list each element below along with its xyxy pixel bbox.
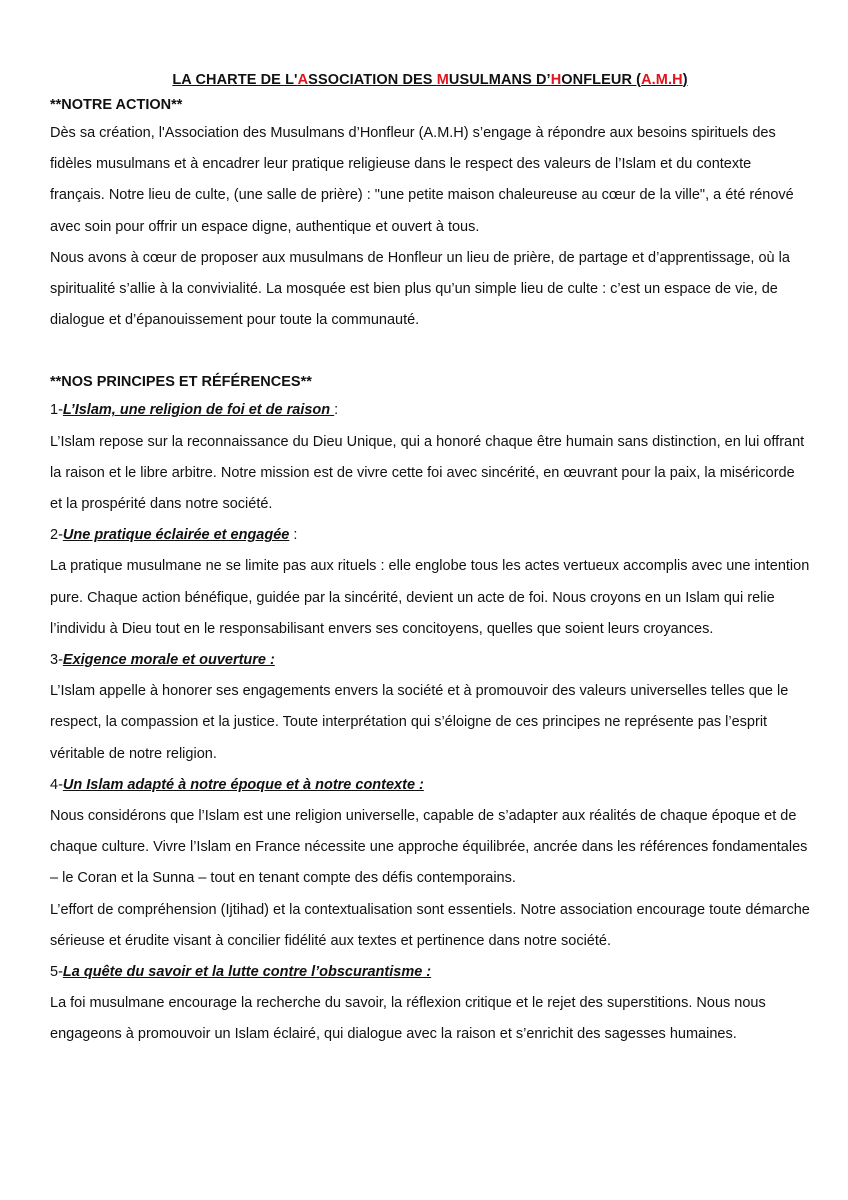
title-part: LA CHARTE DE L' <box>172 72 298 88</box>
principle-heading-1 <box>50 395 810 426</box>
title-initial-m: M <box>436 72 449 88</box>
section-heading-action: **NOTRE ACTION** <box>50 97 183 113</box>
principle-label: Une pratique éclairée et engagée <box>62 527 290 544</box>
principle-heading-2 <box>50 520 810 551</box>
principle-label: La quête du savoir et la lutte contre l’obscurantisme : <box>62 964 432 981</box>
section-spacer <box>50 336 810 370</box>
title-part: USULMANS D’ <box>448 72 551 88</box>
document-title <box>50 70 810 90</box>
title-part: ) <box>682 72 688 88</box>
principle-label: Un Islam adapté à notre époque et à notre contexte : <box>62 776 424 793</box>
action-paragraph-2: Nous avons à cœur de proposer aux musulmans de Honfleur un lieu de prière, de partage et d’apprentissage, où la spiritualité s’allie à la convivialité. La mosquée est bien plus qu’un simple lieu de culte : c’est un espace de vie, de dialogue et d’épanouissement pour toute la communauté. <box>50 249 790 329</box>
action-paragraph-1: Dès sa création, l'Association des Musulmans d’Honfleur (A.M.H) s’engage à répondre aux besoins spirituels des fidèles musulmans et à encadrer leur pratique religieuse dans le respect des valeurs de l’Islam et du contexte français. Notre lieu de culte, (une salle de prière) : "une petite maison chaleureuse au cœur de la ville", a été rénové avec soin pour offrir un espace digne, authentique et ouvert à tous. <box>50 125 794 235</box>
principle-1-paragraph: L’Islam repose sur la reconnaissance du Dieu Unique, qui a honoré chaque être humain sans distinction, en lui offrant la raison et le libre arbitre. Notre mission est de vivre cette foi avec sincérité, en œuvrant pour la paix, la miséricorde et la prospérité dans notre société. <box>50 433 805 513</box>
principle-label: L’Islam, une religion de foi et de raison <box>62 402 335 419</box>
title-part: ONFLEUR ( <box>561 72 642 88</box>
principle-5-paragraph: La foi musulmane encourage la recherche du savoir, la réflexion critique et le rejet des superstitions. Nous nous engageons à promouvoir un Islam éclairé, qui dialogue avec la raison et s’enrichit des sagesses humaines. <box>50 995 766 1043</box>
principle-heading-5 <box>50 957 810 988</box>
document-page <box>50 70 810 1051</box>
title-abbreviation: A.M.H <box>641 72 683 88</box>
principle-number: 4- <box>50 776 63 793</box>
principle-4-paragraph-1: Nous considérons que l’Islam est une religion universelle, capable de s’adapter aux réalités de chaque époque et de chaque culture. Vivre l’Islam en France nécessite une approche équilibrée, ancrée dans les références fondamentales – le Coran et la Sunna – tout en tenant compte des défis contemporains. <box>50 808 808 887</box>
principle-suffix: : <box>289 527 298 544</box>
title-initial-h: H <box>550 72 562 88</box>
principle-number: 1- <box>50 402 63 419</box>
principle-4-paragraph-2: L’effort de compréhension (Ijtihad) et la contextualisation sont essentiels. Notre association encourage toute démarche sérieuse et érudite visant à concilier fidélité aux textes et pertinence dans notre société. <box>50 901 810 949</box>
principle-suffix: : <box>334 402 339 419</box>
title-initial-a: A <box>297 72 309 88</box>
principle-heading-4 <box>50 770 810 801</box>
principle-3-paragraph: L’Islam appelle à honorer ses engagements envers la société et à promouvoir des valeurs universelles telles que le respect, la compassion et la justice. Toute interprétation qui s’éloigne de ces principes ne représente pas l’esprit véritable de notre religion. <box>50 683 789 762</box>
principle-2-paragraph: La pratique musulmane ne se limite pas aux rituels : elle englobe tous les actes vertueux accomplis avec une intention pure. Chaque action bénéfique, guidée par la sincérité, devient un acte de foi. Nous croyons en un Islam qui relie l’individu à Dieu tout en le responsabilisant envers ses concitoyens, quelles que soient leurs croyances. <box>50 558 810 637</box>
principle-number: 5- <box>50 964 63 981</box>
principle-label: Exigence morale et ouverture : <box>62 652 275 669</box>
section-heading-principles: **NOS PRINCIPES ET RÉFÉRENCES** <box>50 374 312 391</box>
title-part: SSOCIATION DES <box>308 72 437 88</box>
principle-number: 3- <box>50 652 63 669</box>
principle-heading-3 <box>50 645 810 676</box>
principle-number: 2- <box>50 527 63 544</box>
